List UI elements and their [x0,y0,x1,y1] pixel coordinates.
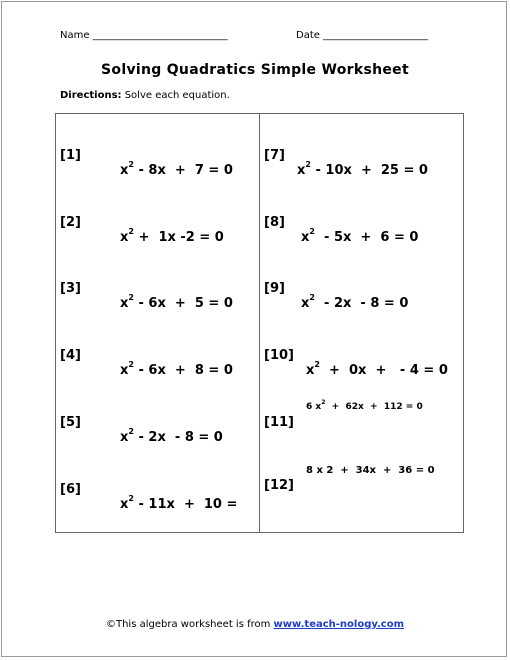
equation: $x^2 - 6x + 8 = 0$ [120,360,233,378]
problem-1 [60,133,233,178]
worksheet-title: Solving Quadratics Simple Worksheet [101,62,409,78]
problem-number: [11] [264,415,294,430]
problem-number: [1] [60,148,81,163]
problem-4 [60,333,233,378]
problem-2 [60,200,224,245]
teach-nology-link[interactable]: www.teach-nology.com [273,619,404,630]
equation: $x^2 - 2x - 8 = 0$ [301,293,409,311]
date-line: Date _____________________ [296,30,429,41]
problem-number: [4] [60,348,81,363]
problem-12 [264,463,435,508]
problem-number: [3] [60,281,81,296]
problem-number: [10] [264,348,294,363]
problem-5 [60,400,223,445]
name-line: Name ___________________________ [60,30,228,41]
problem-number: [6] [60,482,81,497]
footer-text: ©This algebra worksheet is from [105,619,274,630]
directions [60,90,230,101]
equation: $x^2 + 1x$ -2 = 0 [120,227,224,245]
problem-9 [264,266,409,311]
equation: $x^2 - 8x + 7 = 0$ [120,160,233,178]
problem-8 [264,200,419,245]
directions-label: Directions: [60,90,122,101]
footer [0,619,510,630]
problem-3 [60,266,233,311]
directions-text: Solve each equation. [121,90,230,101]
equation: $x^2 - 2x - 8 = 0$ [120,427,223,445]
problem-number: [2] [60,215,81,230]
equation: $x^2 - 6x + 5 = 0$ [120,293,233,311]
problem-number: [9] [264,281,285,296]
problem-6 [60,467,238,512]
equation: $x^2 - 5x + 6 = 0$ [301,227,419,245]
problem-number: [5] [60,415,81,430]
equation: 8 x 2 + 34x + 36 = 0 [306,465,435,476]
problem-number: [8] [264,215,285,230]
problem-number: [12] [264,478,294,493]
equation: $x^2 + 0x$ + - 4 = 0 [306,360,448,378]
problem-11 [264,399,423,445]
equation: 6 $x^2 + 62x + 112 = 0$ [306,399,423,412]
problem-number: [7] [264,148,285,163]
problem-10 [264,333,448,378]
problem-7 [264,133,428,178]
column-divider [259,113,260,533]
equation: $x^2 - 11x + 10$ = [120,494,238,512]
equation: $x^2 - 10x + 25 = 0$ [297,160,428,178]
